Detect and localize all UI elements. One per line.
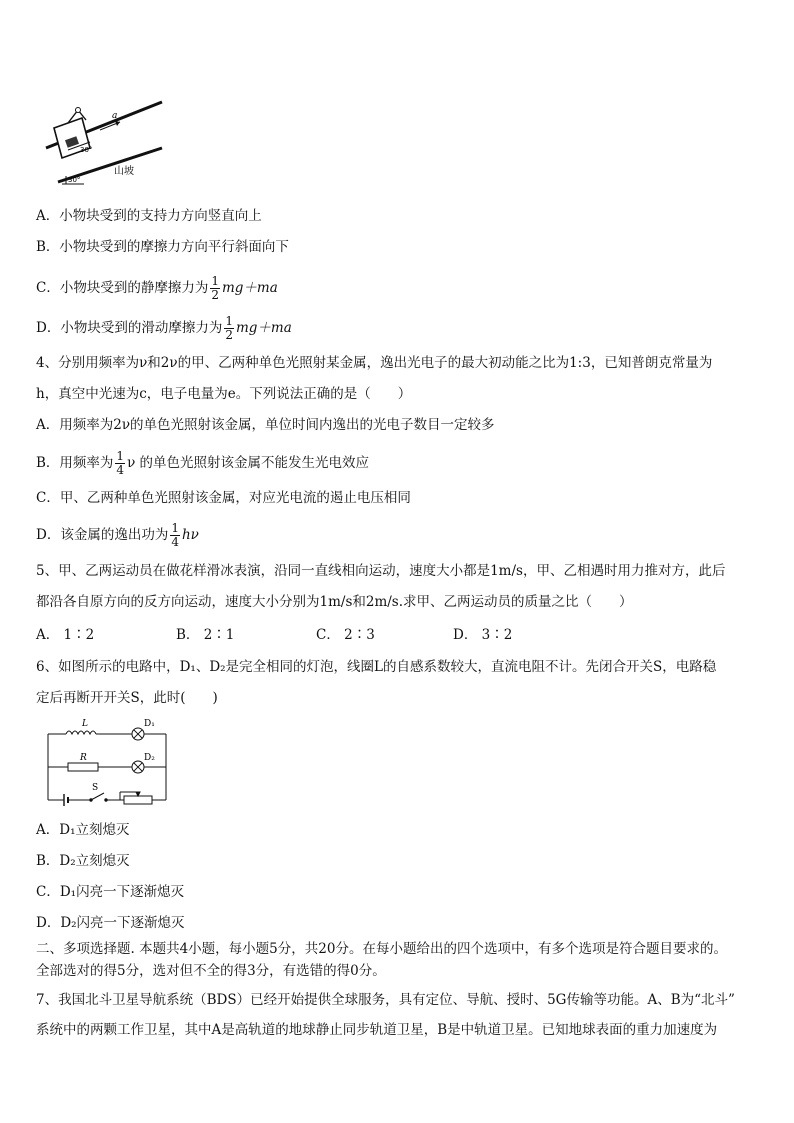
q7-stem-line2: 系统中的两颗工作卫星，其中A是高轨道的地球静止同步轨道卫星，B是中轨道卫星。已知地球表面的重力加速度为 xyxy=(36,1022,718,1038)
switch-label: S xyxy=(92,783,99,793)
lamp-d1-label: D₁ xyxy=(144,719,155,729)
angle-label-bottom: 30° xyxy=(68,176,81,184)
q6-option-d: D．D₂闪亮一下逐渐熄灭 xyxy=(36,915,185,931)
acceleration-label: a xyxy=(112,111,118,121)
incline-figure xyxy=(44,96,164,188)
q5-option-a: A． 1∶2 xyxy=(36,627,95,643)
q5-option-c: C． 2∶3 xyxy=(316,627,375,643)
fraction xyxy=(115,450,125,477)
q3-option-b: B．小物块受到的摩擦力方向平行斜面向下 xyxy=(36,239,289,255)
q6-stem-line2: 定后再断开开关S，此时( ) xyxy=(36,690,218,706)
q7-stem-line1: 7、我国北斗卫星导航系统（BDS）已经开始提供全球服务，具有定位、导航、授时、5G传输等功能。A、B为“北斗” xyxy=(36,992,735,1008)
q4-option-d-suffix: hν xyxy=(181,527,199,543)
fraction-num: 1 xyxy=(211,274,219,288)
q5-option-b: B． 2∶1 xyxy=(176,627,235,643)
q4-option-b-prefix: B．用频率为 xyxy=(36,455,114,471)
q5-stem-line1: 5、甲、乙两运动员在做花样滑冰表演，沿同一直线相向运动，速度大小都是1m/s，甲、乙相遇时用力推对方，此后 xyxy=(36,563,726,579)
fraction-den: 4 xyxy=(116,463,125,477)
fraction-den: 4 xyxy=(171,535,179,549)
q6-stem-line1: 6、如图所示的电路中，D₁、D₂是完全相同的灯泡，线圈L的自感系数较大，直流电阻不计。先闭合开关S，电路稳 xyxy=(36,659,717,675)
inductor-label: L xyxy=(82,719,88,729)
q5-option-d: D． 3∶2 xyxy=(453,627,513,643)
circuit-diagram xyxy=(44,714,174,806)
resistor-label: R xyxy=(80,753,87,763)
q6-option-c: C．D₁闪亮一下逐渐熄灭 xyxy=(36,884,185,900)
fraction-num: 1 xyxy=(116,449,125,463)
q5-stem-line2: 都沿各自原方向的反方向运动，速度大小分别为1m/s和2m/s.求甲、乙两运动员的质量之比（ ） xyxy=(36,594,633,610)
q6-option-a: A．D₁立刻熄灭 xyxy=(36,822,130,838)
slope-label: 山坡 xyxy=(114,166,134,177)
q6-option-b: B．D₂立刻熄灭 xyxy=(36,853,130,869)
fraction xyxy=(210,275,220,302)
section2-header-line2: 全部选对的得5分，选对但不全的得3分，有选错的得0分。 xyxy=(36,963,386,979)
q3-option-d-prefix: D．小物块受到的滑动摩擦力为 xyxy=(36,320,223,336)
angle-label-top: 30° xyxy=(80,146,93,154)
q4-option-a: A．用频率为2ν的单色光照射该金属，单位时间内逸出的光电子数目一定较多 xyxy=(36,417,495,433)
lamp-d2-label: D₂ xyxy=(144,753,155,763)
q4-option-d xyxy=(36,522,199,549)
section2-header-line1: 二、多项选择题. 本题共4小题，每小题5分，共20分。在每小题给出的四个选项中，有多个选项是符合题目要求的。 xyxy=(36,941,727,957)
q4-option-d-prefix: D．该金属的逸出功为 xyxy=(36,527,169,543)
q3-option-c-prefix: C．小物块受到的静摩擦力为 xyxy=(36,280,209,296)
q4-stem-line2: h，真空中光速为c，电子电量为e。下列说法正确的是（ ） xyxy=(36,386,412,402)
fraction-num: 1 xyxy=(171,521,179,535)
q4-option-b-suffix: ν 的单色光照射该金属不能发生光电效应 xyxy=(127,455,370,471)
fraction-num: 1 xyxy=(225,314,233,328)
fraction xyxy=(170,522,180,549)
q3-option-d-suffix: mg＋ma xyxy=(235,320,292,336)
q3-option-c xyxy=(36,275,278,302)
fraction-den: 2 xyxy=(211,288,219,302)
fraction-den: 2 xyxy=(225,328,233,342)
q3-option-d xyxy=(36,315,292,342)
q3-option-a: A．小物块受到的支持力方向竖直向上 xyxy=(36,208,262,224)
q4-option-c: C．甲、乙两种单色光照射该金属，对应光电流的遏止电压相同 xyxy=(36,490,411,506)
q3-option-c-suffix: mg＋ma xyxy=(221,280,278,296)
q4-option-b xyxy=(36,450,369,477)
fraction xyxy=(224,315,234,342)
q4-stem-line1: 4、分别用频率为ν和2ν的甲、乙两种单色光照射某金属，逸出光电子的最大初动能之比为1:3，已知普朗克常量为 xyxy=(36,355,713,371)
